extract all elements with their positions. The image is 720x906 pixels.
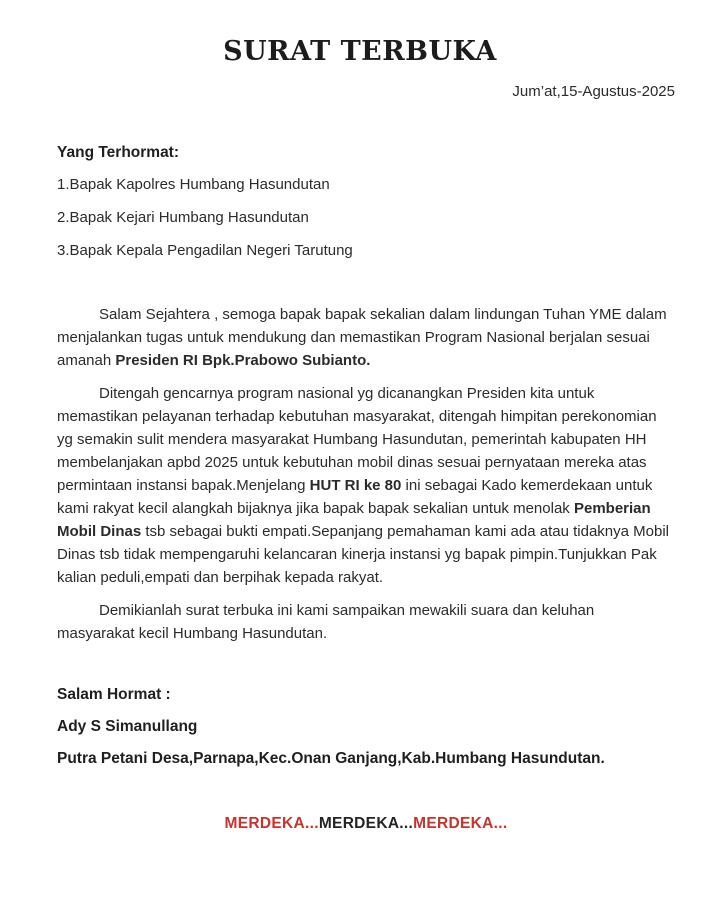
recipient-line-3: 3.Bapak Kepala Pengadilan Negeri Tarutung: [57, 242, 353, 259]
closing-block: [57, 685, 675, 769]
body-paragraph-1: Salam Sejahtera , semoga bapak bapak sekalian dalam lindungan Tuhan YME dalam menjalankan tugas untuk mendukung dan memastikan Program Nasional berjalan sesuai amanah Presiden RI Bpk.Prabowo Subianto.: [57, 306, 667, 369]
body-paragraph-2: Ditengah gencarnya program nasional yg dicanangkan Presiden kita untuk memastikan pelayanan terhadap kebutuhan masyarakat, ditengah himpitan perekonomian yg semakin sulit mendera masyarakat Humbang Hasundutan, pemerintah kabupaten HH membelanjakan apbd 2025 untuk kebutuhan mobil dinas sesuai pernyataan mereka atas permintaan instansi bapak.Menjelang HUT RI ke 80 ini sebagai Kado kemerdekaan untuk kami rakyat kecil alangkah bijaknya jika bapak bapak sekalian untuk menolak Pemberian Mobil Dinas tsb sebagai bukti empati.Sepanjang pemahaman kami ada atau tidaknya Mobil Dinas tsb tidak mempengaruhi kelancaran kinerja instansi yg bapak pimpin.Tunjukkan Pak kalian peduli,empati dan berpihak kepada rakyat.: [57, 385, 669, 586]
recipients-block: [57, 144, 675, 261]
recipients-heading: Yang Terhormat:: [57, 144, 180, 161]
letter-title: SURAT TERBUKA: [223, 36, 497, 67]
signatory-name: Ady S Simanullang: [57, 718, 198, 735]
recipient-line-2: 2.Bapak Kejari Humbang Hasundutan: [57, 209, 309, 226]
letter-date: Jum’at,15-Agustus-2025: [512, 83, 675, 100]
letter-body: [57, 303, 675, 645]
closing-salutation: Salam Hormat :: [57, 686, 171, 703]
body-paragraph-3: Demikianlah surat terbuka ini kami sampaikan mewakili suara dan keluhan masyarakat kecil Humbang Hasundutan.: [57, 602, 595, 642]
merdeka-slogan: MERDEKA...MERDEKA...MERDEKA...: [224, 815, 508, 832]
signatory-description: Putra Petani Desa,Parnapa,Kec.Onan Ganjang,Kab.Humbang Hasundutan.: [57, 750, 605, 767]
recipient-line-1: 1.Bapak Kapolres Humbang Hasundutan: [57, 176, 330, 193]
